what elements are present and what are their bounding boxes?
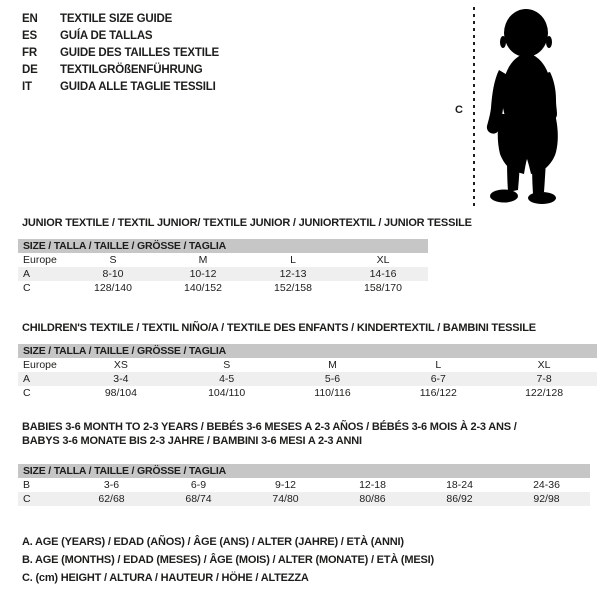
cell: 74/80	[272, 493, 299, 505]
cell: 9-12	[274, 479, 296, 491]
cell: XL	[537, 359, 551, 371]
language-row-de	[22, 62, 219, 79]
language-code: FR	[22, 47, 37, 59]
language-title: GUÍA DE TALLAS	[60, 30, 153, 42]
footnote-age-years: A. AGE (YEARS) / EDAD (AÑOS) / ÂGE (ANS) / ALTER (JAHRE) / ETÀ (ANNI)	[22, 536, 404, 548]
cell: 10-12	[189, 268, 217, 280]
cell: 3-4	[113, 373, 129, 385]
table-row	[18, 358, 597, 372]
height-measure-line	[473, 7, 475, 206]
language-row-en	[22, 11, 219, 28]
cell: S	[109, 254, 117, 266]
cell: 24-36	[533, 479, 560, 491]
cell: 158/170	[364, 282, 402, 294]
size-header-row: SIZE / TALLA / TAILLE / GRÖSSE / TAGLIA	[18, 344, 597, 358]
cell: 62/68	[98, 493, 125, 505]
cell: 152/158	[274, 282, 312, 294]
row-label: Europe	[23, 254, 57, 266]
language-code: ES	[22, 30, 37, 42]
row-label: A	[23, 268, 31, 280]
height-measure-label: C	[455, 104, 463, 116]
row-label: A	[23, 373, 31, 385]
table-row	[18, 281, 428, 295]
row-label: C	[23, 282, 31, 294]
table-row	[18, 492, 590, 506]
table-row	[18, 267, 428, 281]
cell: 6-9	[190, 479, 207, 491]
row-label: Europe	[23, 359, 57, 371]
children-size-table	[18, 344, 597, 400]
children-table-title: CHILDREN'S TEXTILE / TEXTIL NIÑO/A / TEXTILE DES ENFANTS / KINDERTEXTIL / BAMBINI TESSILE	[22, 322, 536, 334]
table-row	[18, 372, 597, 386]
footnote-height: C. (cm) HEIGHT / ALTURA / HAUTEUR / HÖHE / ALTEZZA	[22, 572, 309, 584]
cell: M	[328, 359, 337, 371]
footnote-age-months: B. AGE (MONTHS) / EDAD (MESES) / ÂGE (MOIS) / ALTER (MONATE) / ETÀ (MESI)	[22, 554, 434, 566]
language-title: TEXTILE SIZE GUIDE	[60, 13, 173, 25]
cell: 80/86	[359, 493, 386, 505]
cell: 122/128	[525, 387, 564, 399]
language-code: IT	[22, 81, 32, 93]
cell: 12-13	[279, 268, 307, 280]
cell: 128/140	[94, 282, 132, 294]
cell: 68/74	[185, 493, 212, 505]
cell: 4-5	[219, 373, 235, 385]
cell: 104/110	[208, 387, 246, 399]
cell: L	[435, 359, 442, 371]
junior-table-title: JUNIOR TEXTILE / TEXTIL JUNIOR/ TEXTILE JUNIOR / JUNIORTEXTIL / JUNIOR TESSILE	[22, 217, 472, 229]
cell: 6-7	[430, 373, 446, 385]
babies-size-table	[18, 464, 590, 506]
table-row	[18, 386, 597, 400]
language-row-it	[22, 79, 219, 96]
cell: 5-6	[324, 373, 341, 385]
cell: 14-16	[369, 268, 397, 280]
language-code: EN	[22, 13, 38, 25]
size-header-row: SIZE / TALLA / TAILLE / GRÖSSE / TAGLIA	[18, 464, 590, 478]
cell: 110/116	[314, 387, 351, 399]
cell: 92/98	[533, 493, 560, 505]
cell: 3-6	[103, 479, 120, 491]
cell: M	[198, 254, 208, 266]
row-label: C	[23, 493, 31, 505]
language-title: GUIDE DES TAILLES TEXTILE	[60, 47, 219, 59]
cell: L	[290, 254, 296, 266]
row-label: B	[23, 479, 31, 491]
babies-table-title	[22, 420, 517, 448]
language-title: GUIDA ALLE TAGLIE TESSILI	[60, 81, 216, 93]
cell: XS	[113, 359, 128, 371]
cell: 86/92	[446, 493, 473, 505]
cell: 18-24	[446, 479, 473, 491]
language-row-es	[22, 28, 219, 45]
table-row	[18, 253, 428, 267]
cell: 8-10	[102, 268, 124, 280]
cell: 140/152	[184, 282, 222, 294]
toddler-silhouette-icon	[481, 6, 573, 206]
size-header-row: SIZE / TALLA / TAILLE / GRÖSSE / TAGLIA	[18, 239, 428, 253]
babies-title-line2: BABYS 3-6 MONATE BIS 2-3 JAHRE / BAMBINI 3-6 MESI A 2-3 ANNI	[22, 435, 362, 447]
language-row-fr	[22, 45, 219, 62]
cell: 12-18	[359, 479, 386, 491]
cell: S	[223, 359, 231, 371]
language-list	[22, 11, 219, 96]
row-label: C	[23, 387, 31, 399]
language-code: DE	[22, 64, 38, 76]
cell: 7-8	[536, 373, 552, 385]
table-row	[18, 478, 590, 492]
babies-title-line1: BABIES 3-6 MONTH TO 2-3 YEARS / BEBÉS 3-6 MESES A 2-3 AÑOS / BÉBÉS 3-6 MOIS À 2-3 ANS /	[22, 421, 517, 433]
junior-size-table	[18, 239, 428, 295]
language-title: TEXTILGRÖßENFÜHRUNG	[60, 64, 203, 76]
cell: XL	[376, 254, 390, 266]
cell: 98/104	[104, 387, 137, 399]
cell: 116/122	[419, 387, 457, 399]
